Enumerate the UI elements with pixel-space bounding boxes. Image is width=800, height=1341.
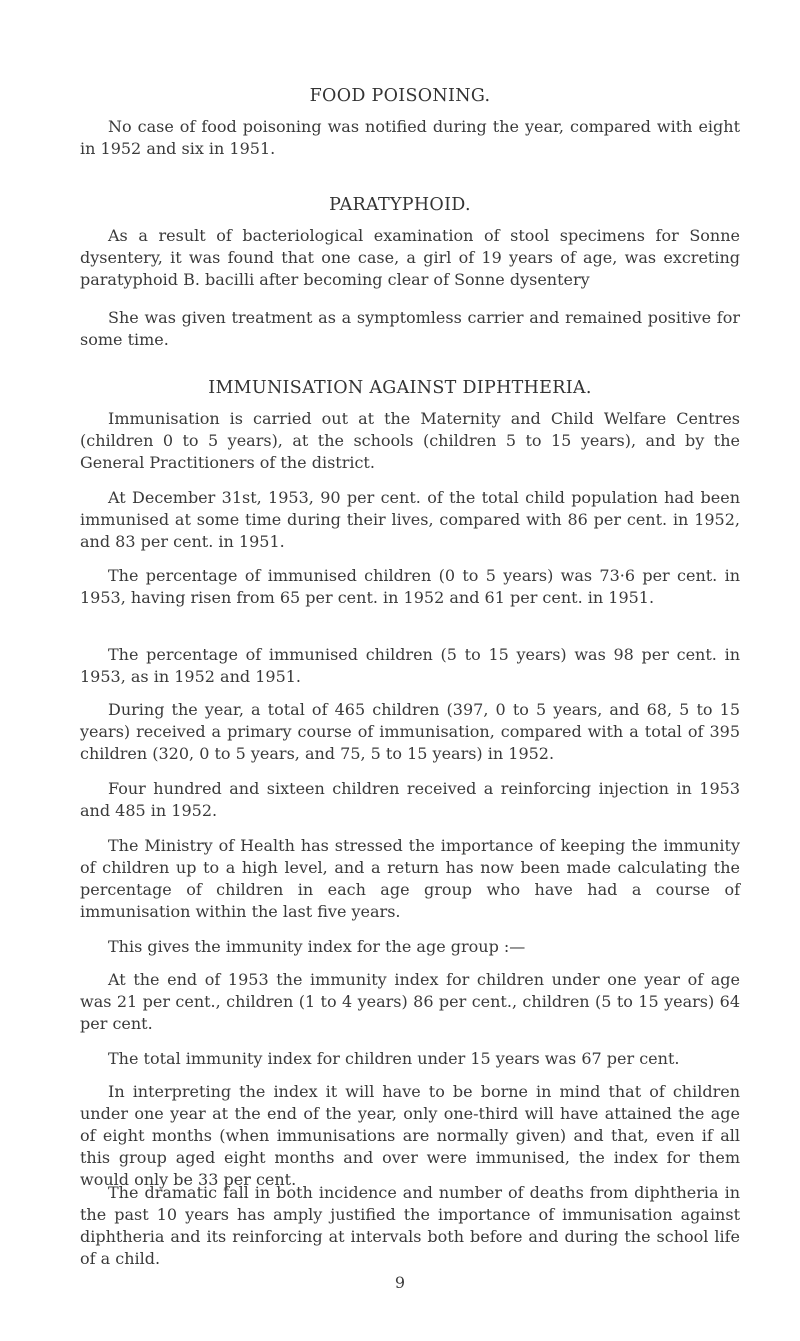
immunisation-p8 xyxy=(80,936,740,958)
food-poisoning-heading: FOOD POISONING. xyxy=(309,86,491,106)
paragraph: At December 31st, 1953, 90 per cent. of the total child population had been immunised at some time during their lives, compared with 86 per cent. in 1952, and 83 per cent. in 1951. xyxy=(80,488,740,551)
paragraph: At the end of 1953 the immunity index for children under one year of age was 21 per cent., children (1 to 4 years) 86 per cent., children (5 to 15 years) 64 per cent. xyxy=(80,970,740,1033)
page-number: 9 xyxy=(394,1273,406,1292)
immunisation-p12 xyxy=(80,1182,740,1270)
immunisation-p11 xyxy=(80,1081,740,1191)
paragraph: The total immunity index for children under 15 years was 67 per cent. xyxy=(108,1049,680,1068)
immunisation-p9 xyxy=(80,969,740,1035)
immunisation-p10 xyxy=(80,1048,740,1070)
immunisation-p4 xyxy=(80,644,740,688)
paragraph: The dramatic fall in both incidence and number of deaths from diphtheria in the past 10 years has amply justified the importance of immunisation against diphtheria and its reinforcing at intervals both before and during the school life of a child. xyxy=(80,1183,740,1268)
paragraph: During the year, a total of 465 children (397, 0 to 5 years, and 68, 5 to 15 years) received a primary course of immunisation, compared with a total of 395 children (320, 0 to 5 years, and 75, 5 to 15 years) in 1952. xyxy=(80,700,740,763)
food-poisoning-section xyxy=(80,116,740,160)
paragraph: As a result of bacteriological examination of stool specimens for Sonne dysentery, it was found that one case, a girl of 19 years of age, was excreting paratyphoid B. bacilli after becoming clear of Sonne dysentery xyxy=(80,226,740,289)
immunisation-p7 xyxy=(80,835,740,923)
immunisation-p5 xyxy=(80,699,740,765)
paragraph: The percentage of immunised children (0 to 5 years) was 73·6 per cent. in 1953, having risen from 65 per cent. in 1952 and 61 per cent. in 1951. xyxy=(80,566,740,607)
immunisation-p3 xyxy=(80,565,740,609)
paragraph: No case of food poisoning was notified during the year, compared with eight in 1952 and six in 1951. xyxy=(80,117,740,158)
paragraph: The percentage of immunised children (5 to 15 years) was 98 per cent. in 1953, as in 1952 and 1951. xyxy=(80,645,740,686)
paratyphoid-section-2 xyxy=(80,307,740,351)
paratyphoid-section xyxy=(80,225,740,291)
paragraph: Immunisation is carried out at the Maternity and Child Welfare Centres (children 0 to 5 years), at the schools (children 5 to 15 years), and by the General Practitioners of the district. xyxy=(80,409,740,472)
immunisation-p2 xyxy=(80,487,740,553)
immunisation-p6 xyxy=(80,778,740,822)
paragraph: In interpreting the index it will have to be borne in mind that of children under one year at the end of the year, only one-third will have attained the age of eight months (when immunisations are normally given) and that, even if all this group aged eight months and over were immunised, the index for them would only be 33 per cent. xyxy=(80,1082,740,1189)
paragraph: Four hundred and sixteen children received a reinforcing injection in 1953 and 485 in 1952. xyxy=(80,779,740,820)
paratyphoid-heading: PARATYPHOID. xyxy=(329,195,471,215)
immunisation-heading: IMMUNISATION AGAINST DIPHTHERIA. xyxy=(208,378,592,398)
immunisation-p1 xyxy=(80,408,740,474)
paragraph: She was given treatment as a symptomless carrier and remained positive for some time. xyxy=(80,308,740,349)
paragraph: This gives the immunity index for the age group :— xyxy=(108,937,526,956)
paragraph: The Ministry of Health has stressed the importance of keeping the immunity of children up to a high level, and a return has now been made calculating the percentage of children in each age group who have had a course of immunisation within the last five years. xyxy=(80,836,740,921)
